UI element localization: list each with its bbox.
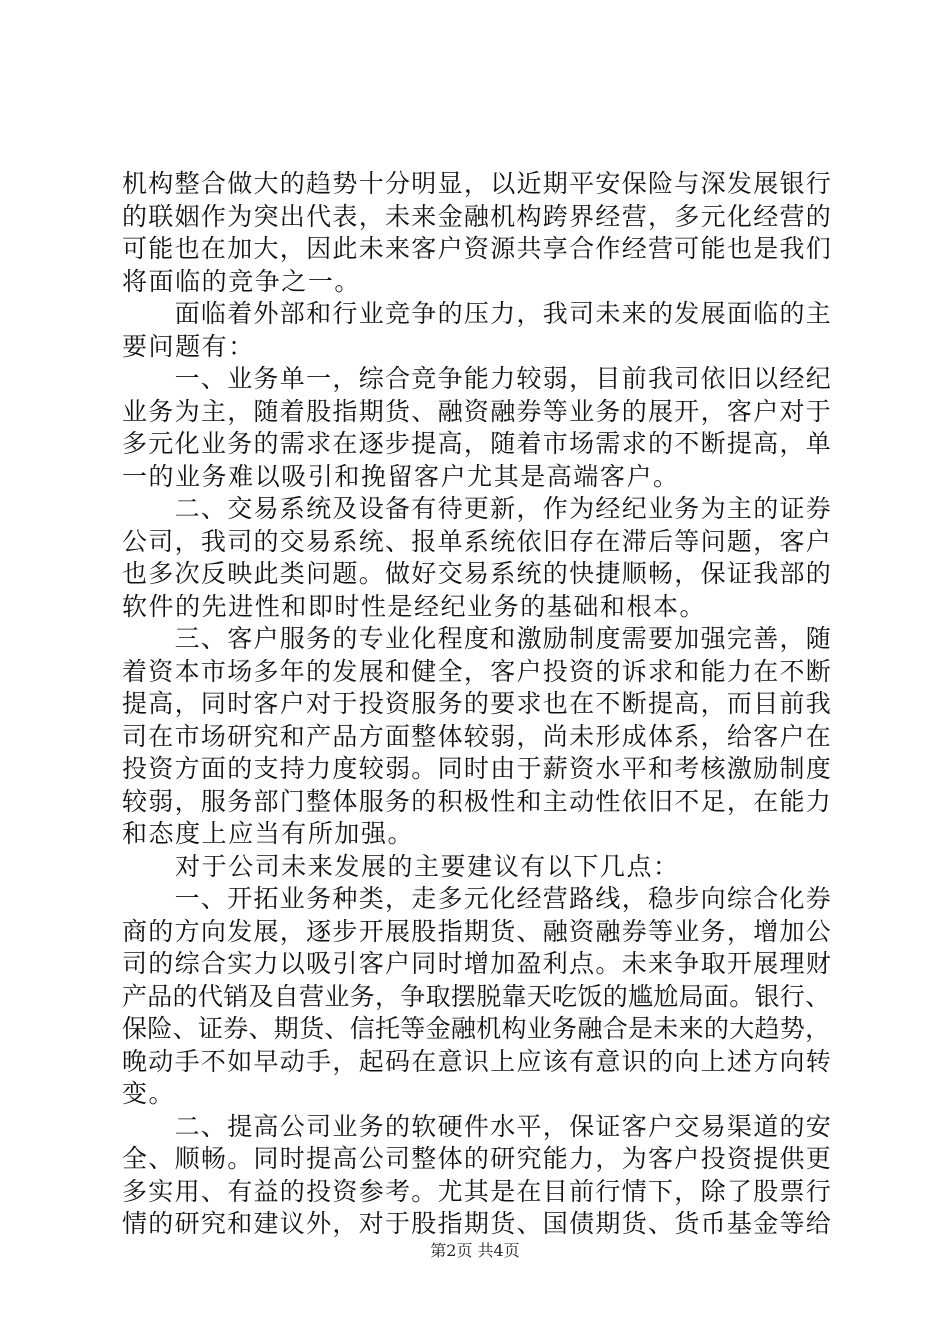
text-line: 着资本市场多年的发展和健全，客户投资的诉求和能力在不断 xyxy=(122,656,833,686)
text-line: 一的业务难以吸引和挽留客户尤其是高端客户。 xyxy=(122,461,680,491)
text-line: 情的研究和建议外，对于股指期货、国债期货、货币基金等给 xyxy=(122,1209,833,1238)
text-line: 多实用、有益的投资参考。尤其是在目前行情下，除了股票行 xyxy=(122,1176,833,1206)
text-line: 和态度上应当有所加强。 xyxy=(122,819,415,848)
text-line: 机构整合做大的趋势十分明显，以近期平安保险与深发展银行 xyxy=(122,169,833,198)
text-line: 也多次反映此类问题。做好交易系统的快捷顺畅，保证我部的 xyxy=(122,559,833,588)
text-line: 对于公司未来发展的主要建议有以下几点： xyxy=(122,851,680,881)
page-footer: 第2页 共4页 xyxy=(430,1241,520,1260)
document-body xyxy=(122,168,834,1241)
text-line: 面临着外部和行业竞争的压力，我司未来的发展面临的主 xyxy=(122,299,833,328)
text-line: 一、开拓业务种类，走多元化经营路线，稳步向综合化券 xyxy=(122,884,833,913)
text-line: 三、客户服务的专业化程度和激励制度需要加强完善，随 xyxy=(122,624,833,653)
text-line: 产品的代销及自营业务，争取摆脱靠天吃饭的尴尬局面。银行、 xyxy=(122,981,831,1011)
text-line: 商的方向发展，逐步开展股指期货、融资融券等业务，增加公 xyxy=(122,916,833,946)
text-line: 软件的先进性和即时性是经纪业务的基础和根本。 xyxy=(122,591,707,621)
text-line: 将面临的竞争之一。 xyxy=(122,266,361,296)
text-line: 提高，同时客户对于投资服务的要求也在不断提高，而目前我 xyxy=(122,689,833,718)
text-line: 可能也在加大，因此未来客户资源共享合作经营可能也是我们 xyxy=(122,234,833,263)
text-line: 业务为主，随着股指期货、融资融券等业务的展开，客户对于 xyxy=(122,396,833,426)
text-line: 变。 xyxy=(122,1079,176,1108)
text-line: 多元化业务的需求在逐步提高，随着市场需求的不断提高，单 xyxy=(122,429,833,458)
text-line: 较弱，服务部门整体服务的积极性和主动性依旧不足，在能力 xyxy=(122,786,833,816)
text-line: 司在市场研究和产品方面整体较弱，尚未形成体系，给客户在 xyxy=(122,721,833,751)
text-line: 二、提高公司业务的软硬件水平，保证客户交易渠道的安 xyxy=(122,1111,833,1141)
text-line: 晚动手不如早动手，起码在意识上应该有意识的向上述方向转 xyxy=(122,1046,833,1076)
text-line: 司的综合实力以吸引客户同时增加盈利点。未来争取开展理财 xyxy=(122,949,833,978)
text-line: 要问题有： xyxy=(122,331,255,361)
text-line: 的联姻作为突出代表，未来金融机构跨界经营，多元化经营的 xyxy=(122,201,833,231)
text-line: 二、交易系统及设备有待更新，作为经纪业务为主的证券 xyxy=(122,494,833,523)
text-line: 全、顺畅。同时提高公司整体的研究能力，为客户投资提供更 xyxy=(122,1144,833,1173)
text-line: 公司，我司的交易系统、报单系统依旧存在滞后等问题，客户 xyxy=(122,526,833,556)
text-line: 一、业务单一，综合竞争能力较弱，目前我司依旧以经纪 xyxy=(122,364,833,393)
text-line: 投资方面的支持力度较弱。同时由于薪资水平和考核激励制度 xyxy=(122,754,833,783)
text-line: 保险、证券、期货、信托等金融机构业务融合是未来的大趋势， xyxy=(122,1014,831,1043)
